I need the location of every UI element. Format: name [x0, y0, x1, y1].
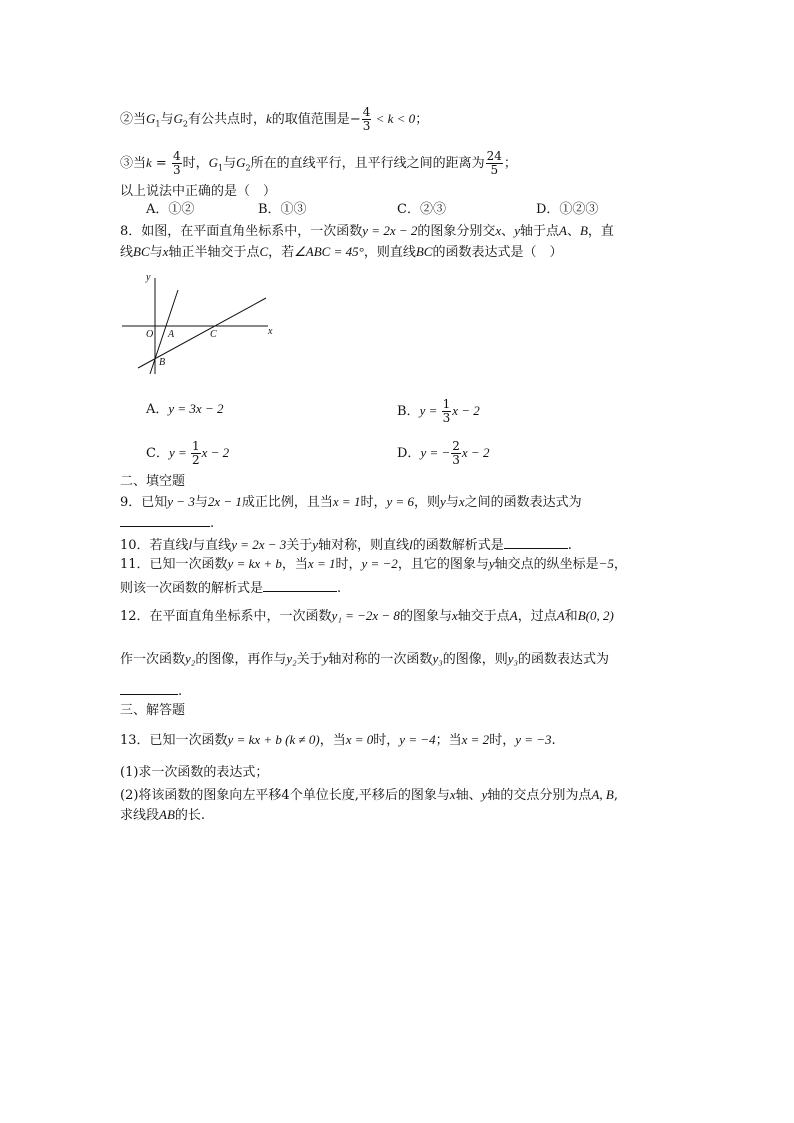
- fraction: [191, 440, 201, 467]
- text: 的图像，再作与: [195, 652, 287, 667]
- math: y: [322, 651, 329, 666]
- text: 8．如图，在平面直角坐标系中，一次函数: [120, 224, 363, 239]
- text: 轴交于点: [457, 609, 510, 624]
- text: .: [210, 516, 215, 531]
- math: y = −4: [399, 732, 436, 747]
- q13-line-1: [120, 731, 556, 750]
- math: −: [349, 112, 361, 127]
- text: .: [178, 684, 183, 699]
- q12-answer-blank[interactable]: [120, 681, 178, 695]
- q7-statement-2: [120, 106, 428, 134]
- math: G: [173, 111, 183, 126]
- text: 所在的直线平行，且平行线之间的距离为: [250, 156, 485, 171]
- math: x = 1: [307, 556, 336, 571]
- math: −5: [598, 556, 614, 571]
- math: y = −2: [361, 556, 398, 571]
- q8-line-1: [120, 222, 614, 241]
- text: ，当: [281, 557, 308, 572]
- math: y =: [419, 403, 441, 418]
- text: 、: [501, 224, 515, 239]
- fraction: [451, 440, 461, 467]
- text: 、: [566, 224, 580, 239]
- x-axis-label: x: [268, 326, 273, 337]
- math: y₂: [286, 651, 297, 666]
- text: ；: [503, 156, 517, 171]
- text: ，则直线: [363, 245, 416, 260]
- text: ，: [613, 557, 627, 572]
- math: y = −3: [515, 732, 552, 747]
- text: 轴对称，则直线: [318, 538, 410, 553]
- text: 关于: [296, 652, 323, 667]
- math: l: [409, 537, 413, 552]
- y-axis-label: y: [146, 272, 151, 283]
- math: y = 2x − 2: [362, 223, 418, 238]
- section-heading-solve: 三、解答题: [120, 703, 186, 718]
- fraction: [172, 150, 182, 177]
- q8-line-2: [120, 243, 562, 262]
- text: 与: [445, 495, 459, 510]
- text: 轴、: [455, 788, 482, 803]
- math: x: [449, 787, 456, 802]
- q7-option-c: C．②③: [397, 202, 446, 217]
- text: .: [337, 581, 342, 596]
- point-c-label: C: [210, 329, 217, 340]
- text: 之间的函数表达式为: [464, 495, 582, 510]
- q8-option-a: [146, 400, 223, 419]
- math: x: [451, 608, 458, 623]
- q13-part-1: (1)求一次函数的表达式；: [120, 765, 269, 780]
- math: y − 3: [167, 494, 195, 509]
- math: y = −: [420, 445, 451, 460]
- text: ；当: [435, 733, 462, 748]
- text: 11．已知一次函数: [120, 557, 228, 572]
- text: ②当: [120, 112, 147, 127]
- numerator: 4: [362, 105, 371, 119]
- math: 2x − 1: [207, 494, 242, 509]
- text: .: [567, 538, 572, 553]
- math: BC: [133, 244, 150, 259]
- q12-line-2: [120, 650, 609, 669]
- fraction: [486, 150, 503, 177]
- text: ,: [613, 788, 618, 803]
- math: A: [509, 608, 518, 623]
- text: 求线段: [120, 808, 160, 823]
- text: 关于: [286, 538, 313, 553]
- math: x = 2: [461, 732, 490, 747]
- math: y: [440, 494, 446, 509]
- math: A: [558, 223, 567, 238]
- math: 2: [245, 163, 251, 173]
- math: y = kx + b (k ≠ 0): [227, 732, 320, 747]
- math: y: [312, 537, 319, 552]
- q10-line: [120, 535, 572, 555]
- text: 轴的交点分别为点: [487, 788, 592, 803]
- q10-answer-blank[interactable]: [504, 535, 568, 549]
- text: ，则: [414, 495, 441, 510]
- option-label: A．: [146, 402, 169, 417]
- text: 线: [120, 245, 134, 260]
- text: ，过点: [517, 609, 557, 624]
- q11-line-1: [120, 555, 627, 574]
- text: 与: [223, 156, 237, 171]
- math: y = 2x − 3: [231, 537, 287, 552]
- numerator: 24: [486, 149, 502, 163]
- q8-option-c: [146, 440, 229, 467]
- math: x − 2: [201, 445, 230, 460]
- origin-label: O: [146, 329, 154, 340]
- text: ③当: [120, 156, 147, 171]
- numerator: 1: [192, 439, 200, 453]
- text: ，当: [319, 733, 346, 748]
- option-label: B．: [397, 404, 420, 419]
- text: 有公共点时，: [188, 112, 267, 127]
- math: y = 3x − 2: [168, 401, 224, 416]
- q11-line-2: [120, 578, 341, 598]
- text: 的函数表达式是（ ）: [432, 245, 563, 260]
- q7-option-b: B．①③: [258, 202, 307, 217]
- option-label: C．: [146, 446, 169, 461]
- q11-answer-blank[interactable]: [263, 578, 337, 592]
- q9-line-2: [120, 513, 214, 533]
- math: y =: [168, 445, 190, 460]
- point-b-label: B: [159, 357, 166, 368]
- text: 的图象与: [399, 609, 452, 624]
- math: A: [556, 608, 565, 623]
- math: G: [208, 155, 219, 170]
- text: 13．已知一次函数: [120, 733, 228, 748]
- text: 的图象分别交: [417, 224, 496, 239]
- math: B(0, 2): [577, 608, 614, 623]
- math: y = kx + b: [227, 556, 282, 571]
- text: 轴交点的纵坐标是: [494, 557, 599, 572]
- denominator: 3: [362, 119, 371, 133]
- text: ，直: [587, 224, 614, 239]
- text: 成正比例，且当: [241, 495, 333, 510]
- denominator: 3: [172, 163, 181, 177]
- math: x: [458, 494, 465, 509]
- numerator: 2: [452, 439, 460, 453]
- math: C: [259, 244, 269, 259]
- numerator: 1: [442, 397, 451, 411]
- math: G: [146, 111, 156, 126]
- math: G: [236, 155, 246, 170]
- text: 作一次函数: [120, 652, 186, 667]
- text: ，若: [268, 245, 295, 260]
- math: 1: [155, 119, 161, 129]
- text: 12．在平面直角坐标系中，一次函数: [120, 609, 332, 624]
- text: ；: [415, 112, 429, 127]
- text: 的取值范围是: [271, 112, 350, 127]
- math: B: [579, 223, 588, 238]
- text: 的图像，则: [442, 652, 508, 667]
- q9-line-1: [120, 493, 582, 512]
- text: ，且它的图象与: [397, 557, 489, 572]
- text: (2)将该函数的图象向左平移: [120, 788, 282, 803]
- q13-part-2-cont: [120, 806, 205, 825]
- q13-part-2: [120, 786, 618, 805]
- text: 时，: [182, 156, 209, 171]
- math: y: [481, 787, 488, 802]
- math: y: [514, 223, 520, 238]
- text: 与直线: [192, 538, 232, 553]
- math: l: [188, 537, 193, 552]
- text: 与: [160, 112, 174, 127]
- math: AB: [159, 807, 175, 822]
- math: =: [151, 156, 171, 171]
- denominator: 3: [442, 411, 451, 425]
- text: .: [551, 733, 556, 748]
- text: 时，: [360, 495, 387, 510]
- q8-option-b: [397, 398, 480, 425]
- point-a-label: A: [168, 329, 175, 340]
- math: BC: [415, 244, 433, 259]
- q7-statement-3: [120, 150, 517, 178]
- fraction: [442, 398, 452, 425]
- denominator: 5: [490, 163, 499, 177]
- math: A, B: [591, 787, 614, 802]
- q7-option-a: A．①②: [146, 202, 195, 217]
- math: y = 6: [386, 494, 415, 509]
- text: 个单位长度,平移后的图象与: [289, 788, 450, 803]
- math: x − 2: [461, 445, 490, 460]
- math: ∠ABC = 45°: [294, 244, 364, 259]
- text: 轴于点: [519, 224, 559, 239]
- section-heading-fill-in: 二、填空题: [120, 474, 186, 489]
- math: x: [495, 223, 502, 238]
- text: 的函数表达式为: [518, 652, 610, 667]
- text: 10．若直线: [120, 538, 189, 553]
- q7-prompt: 以上说法中正确的是（ ）: [120, 184, 277, 199]
- text: 时，: [373, 733, 400, 748]
- text: 的长.: [174, 808, 206, 823]
- math: x: [162, 244, 169, 259]
- text: 和: [564, 609, 578, 624]
- math: 1: [218, 163, 224, 173]
- q9-answer-blank[interactable]: [120, 513, 210, 527]
- q12-line-3: [120, 681, 182, 701]
- text: 轴对称的一次函数: [328, 652, 433, 667]
- text: 与: [149, 245, 163, 260]
- text: 的函数解析式是: [412, 538, 504, 553]
- math: 4: [281, 788, 290, 803]
- math: k: [266, 111, 272, 126]
- numerator: 4: [172, 149, 181, 163]
- text: 则该一次函数的解析式是: [120, 581, 264, 596]
- math: y₂: [185, 651, 196, 666]
- text: 9．已知: [120, 495, 168, 510]
- math: y₃: [432, 651, 443, 666]
- line-bc: [138, 298, 266, 368]
- denominator: 3: [452, 453, 460, 467]
- math: < k < 0: [372, 111, 416, 126]
- q8-coordinate-graph: [118, 270, 278, 378]
- option-label: D．: [397, 446, 421, 461]
- math: y₃: [507, 651, 519, 666]
- math: x = 1: [332, 494, 361, 509]
- math: x − 2: [452, 403, 480, 418]
- q7-option-d: D．①②③: [536, 202, 599, 217]
- fraction: [362, 106, 372, 133]
- math: y: [488, 556, 495, 571]
- denominator: 2: [192, 453, 200, 467]
- text: 时，: [335, 557, 362, 572]
- math: 2: [182, 119, 188, 129]
- text: 与: [194, 495, 208, 510]
- q12-line-1: [120, 607, 614, 626]
- q8-option-d: [397, 440, 489, 467]
- text: 轴正半轴交于点: [168, 245, 260, 260]
- math: x = 0: [345, 732, 374, 747]
- text: 时，: [489, 733, 516, 748]
- math: y₁ = −2x − 8: [331, 608, 400, 623]
- math: k: [146, 155, 152, 170]
